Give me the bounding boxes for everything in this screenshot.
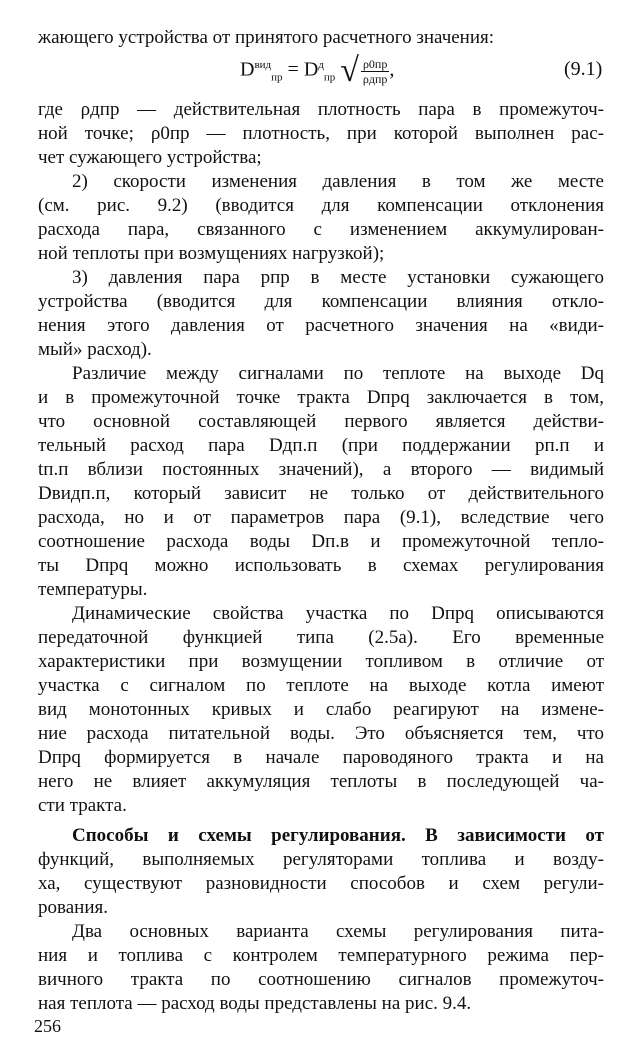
formula-9-1 [240, 52, 394, 90]
text-line: Два основных варианта схемы регулирования пита- [72, 921, 604, 942]
text-line: сти тракта. [38, 795, 127, 816]
text-line: тельный расход пара Dдп.п (при поддержании pп.п и [38, 435, 604, 456]
text-line: функций, выполняемых регуляторами топлива и возду- [38, 849, 604, 870]
text-line: вид монотонных кривых и слабо реагируют на измене- [38, 699, 604, 720]
sqrt-sign-icon: √ [340, 52, 359, 89]
text-line: 2) скорости изменения давления в том же месте [72, 171, 604, 192]
text-line: устройства (вводится для компенсации влияния откло- [38, 291, 604, 312]
text-line: ха, существуют разновидности способов и схем регули- [38, 873, 604, 894]
formula-lhs-sup: вид [254, 58, 272, 71]
text-line: Различие между сигналами по теплоте на выходе Dq [72, 363, 604, 384]
text-line: расхода пара, связанного с изменением аккумулирован- [38, 219, 604, 240]
text-line: ние расхода питательной воды. Это объясняется тем, что [38, 723, 604, 744]
text-line: tп.п вблизи постоянных значений), а второго — видимый [38, 459, 604, 480]
equation-number: (9.1) [564, 58, 603, 80]
formula-equals: = [282, 58, 304, 81]
formula-lhs-sub: пр [271, 71, 283, 84]
text-line: ная теплота — расход воды представлены на рис. 9.4. [38, 993, 472, 1014]
formula-rhs: D [303, 58, 319, 81]
text-line: вичного тракта по соотношению сигналов промежуточ- [38, 969, 604, 990]
formula-fraction [361, 57, 389, 86]
text-line: него не влияет аккумуляция теплоты в последующей ча- [38, 771, 604, 792]
text-line: чет сужающего устройства; [38, 147, 262, 168]
formula-rhs-sup: д [318, 58, 324, 71]
text-line: передаточной функцией типа (2.5а). Его временные [38, 627, 604, 648]
page-number: 256 [34, 1016, 61, 1036]
text-line: рования. [38, 897, 108, 918]
text-line: ной точке; ρ0пр — плотность, при которой выполнен рас- [38, 123, 604, 144]
text-line: ты Dпрq можно использовать в схемах регулирования [38, 555, 604, 576]
text-line: ния и топлива с контролем температурного режима пер- [38, 945, 604, 966]
text-line: Dвидп.п, который зависит не только от действительного [38, 483, 604, 504]
formula-comma: , [389, 58, 395, 81]
text-line: расхода, но и от параметров пара (9.1), вследствие чего [38, 507, 604, 528]
text-line: характеристики при возмущении топливом в отличие от [38, 651, 604, 672]
text-line: Dпрq формируется в начале пароводяного тракта и на [38, 747, 604, 768]
section-heading-line: Способы и схемы регулирования. В зависимости от [72, 825, 604, 846]
text-line: где ρдпр — действительная плотность пара в промежуточ- [38, 99, 604, 120]
text-line: жающего устройства от принятого расчетного значения: [38, 27, 495, 48]
formula-denominator: ρдпр [362, 71, 388, 86]
text-line: соотношение расхода воды Dп.в и промежуточной тепло- [38, 531, 604, 552]
formula-numerator: ρ0пр [362, 56, 388, 71]
text-line: мый» расход). [38, 339, 152, 360]
text-line: и в промежуточной точке тракта Dпрq заключается в том, [38, 387, 604, 408]
text-line: ной теплоты при возмущениях нагрузкой); [38, 243, 385, 264]
formula-rhs-sub: пр [323, 71, 336, 84]
formula-lhs: D [240, 58, 255, 81]
text-line: (см. рис. 9.2) (вводится для компенсации отклонения [38, 195, 604, 216]
text-line: что основной составляющей первого является действи- [38, 411, 604, 432]
text-line: Динамические свойства участка по Dпрq описываются [72, 603, 604, 624]
text-line: нения этого давления от расчетного значения на «види- [38, 315, 604, 336]
text-line: температуры. [38, 579, 148, 600]
text-line: 3) давления пара pпр в месте установки сужающего [72, 267, 604, 288]
text-line: участка с сигналом по теплоте на выходе котла имеют [38, 675, 604, 696]
